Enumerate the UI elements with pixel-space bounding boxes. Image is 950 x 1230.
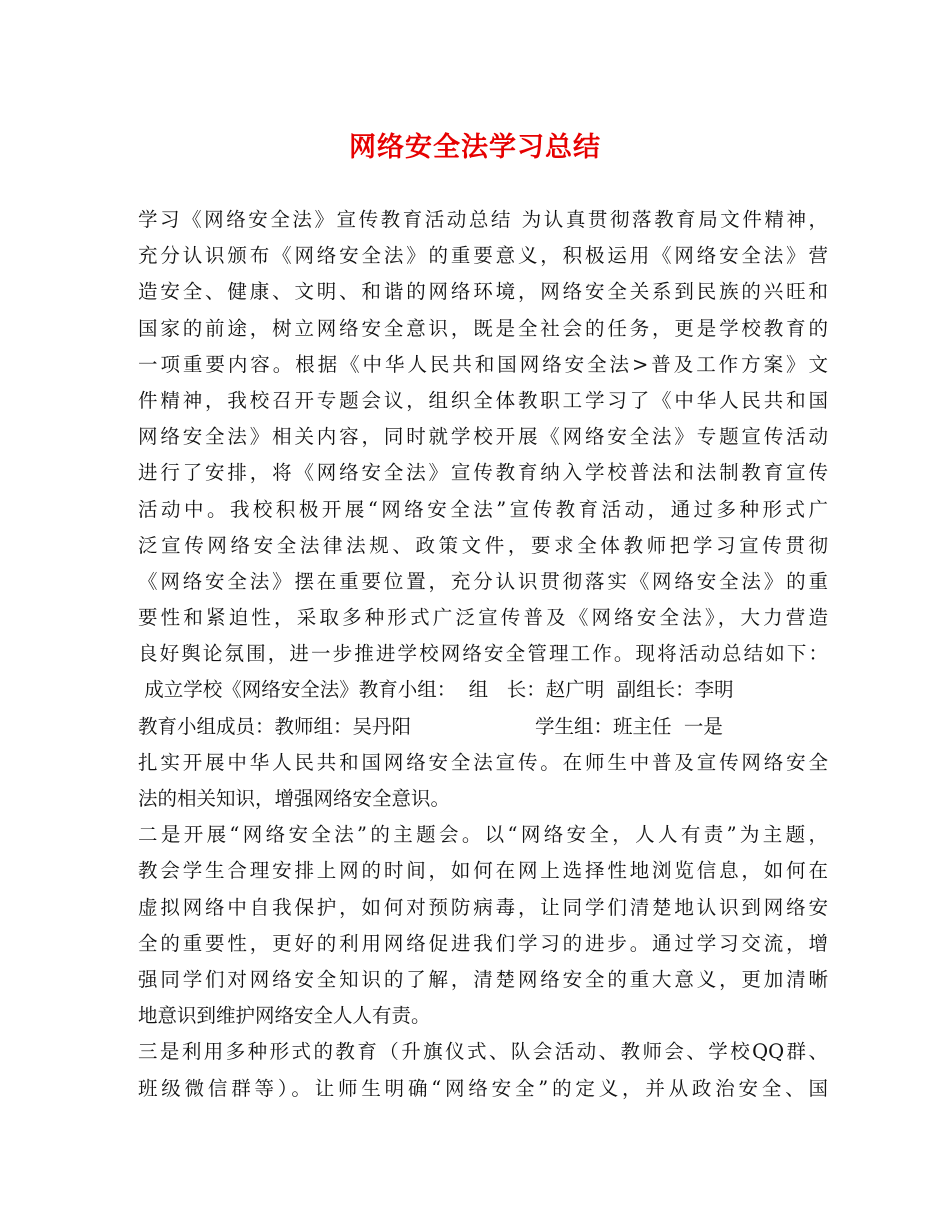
text-line: 二是开展“网络安全法”的主题会。以“网络安全，人人有责”为主题， (138, 823, 828, 847)
text-line: 成立学校《网络安全法》教育小组： 组 长：赵广明 副组长：李明 (138, 678, 734, 702)
text-line: 全的重要性，更好的利用网络促进我们学习的进步。通过学习交流，增 (138, 931, 828, 955)
text-line: 要性和紧迫性，采取多种形式广泛宣传普及《网络安全法》，大力营造 (138, 606, 828, 630)
text-line: 进行了安排，将《网络安全法》宣传教育纳入学校普法和法制教育宣传 (138, 461, 828, 485)
text-line: 学习《网络安全法》宣传教育活动总结 为认真贯彻落教育局文件精神， (138, 208, 828, 231)
text-line: 良好舆论氛围，进一步推进学校网络安全管理工作。现将活动总结如下： (138, 642, 828, 666)
text-line: 网络安全法》相关内容，同时就学校开展《网络安全法》专题宣传活动 (138, 425, 828, 449)
text-line: 虚拟网络中自我保护，如何对预防病毒，让同学们清楚地认识到网络安 (138, 895, 828, 919)
text-line: 地意识到维护网络安全人人有责。 (138, 1004, 431, 1028)
document-body (138, 202, 828, 1107)
text-line: 造安全、健康、文明、和谐的网络环境，网络安全关系到民族的兴旺和 (138, 280, 828, 304)
document-title: 网络安全法学习总结 (349, 132, 601, 163)
text-line: 强同学们对网络安全知识的了解，清楚网络安全的重大意义，更加清晰 (138, 967, 828, 991)
text-line: 扎实开展中华人民共和国网络安全法宣传。在师生中普及宣传网络安全 (138, 750, 828, 774)
text-line: 三是利用多种形式的教育（升旗仪式、队会活动、教师会、学校QQ群、 (138, 1040, 828, 1064)
text-line: 班级微信群等）。让师生明确“网络安全”的定义，并从政治安全、国 (138, 1076, 828, 1100)
text-line: 教育小组成员：教师组：吴丹阳 学生组：班主任 一是 (138, 714, 723, 738)
text-line: 法的相关知识，增强网络安全意识。 (138, 787, 451, 810)
text-line: 充分认识颁布《网络安全法》的重要意义，积极运用《网络安全法》营 (138, 244, 828, 268)
text-line: 《网络安全法》摆在重要位置，充分认识贯彻落实《网络安全法》的重 (138, 569, 828, 593)
text-line: 教会学生合理安排上网的时间，如何在网上选择性地浏览信息，如何在 (138, 859, 828, 883)
text-line: 活动中。我校积极开展“网络安全法”宣传教育活动，通过多种形式广 (138, 497, 828, 521)
text-line: 一项重要内容。根据《中华人民共和国网络安全法>普及工作方案》文 (138, 352, 828, 376)
text-line: 泛宣传网络安全法律法规、政策文件，要求全体教师把学习宣传贯彻 (138, 533, 828, 557)
text-line: 件精神，我校召开专题会议，组织全体教职工学习了《中华人民共和国 (138, 388, 828, 412)
text-line: 国家的前途，树立网络安全意识，既是全社会的任务，更是学校教育的 (138, 316, 828, 340)
